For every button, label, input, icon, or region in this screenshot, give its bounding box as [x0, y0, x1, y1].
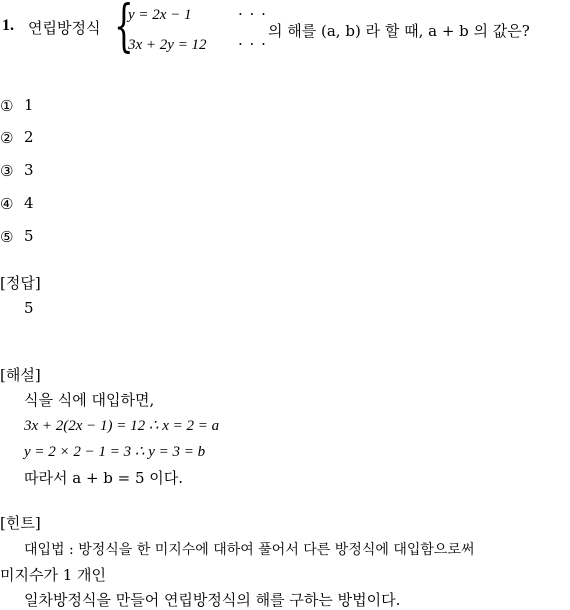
explanation-line-3: y = 2 × 2 − 1 = 3 ∴ y = 3 = b: [24, 444, 206, 460]
hint-line-2: 미지수가 1 개인: [0, 566, 107, 584]
choice-marker-2: ②: [0, 129, 14, 147]
explanation-line-1: 식을 식에 대입하면,: [24, 391, 155, 409]
explanation-line-2: 3x + 2(2x − 1) = 12 ∴ x = 2 = a: [24, 418, 220, 434]
choice-value-3: 3: [24, 161, 34, 179]
choice-value-4: 4: [24, 194, 34, 212]
choice-marker-5: ⑤: [0, 228, 14, 246]
hint-line-1: 대입법 : 방정식을 한 미지수에 대하여 풀어서 다른 방정식에 대입함으로써: [24, 542, 475, 558]
answer-heading: [정답]: [0, 274, 41, 292]
choice-marker-1: ①: [0, 97, 14, 115]
choice-marker-4: ④: [0, 195, 14, 213]
system-brace: {: [114, 0, 134, 59]
equation-2-dots: · · ·: [238, 35, 267, 53]
equation-1-dots: · · ·: [238, 5, 267, 23]
choice-value-5: 5: [24, 227, 34, 245]
equation-2: 3x + 2y = 12: [128, 37, 207, 53]
answer-value: 5: [24, 299, 34, 317]
explanation-line-4: 따라서 a + b = 5 이다.: [24, 469, 184, 487]
hint-line-3: 일차방정식을 만들어 연립방정식의 해를 구하는 방법이다.: [24, 591, 401, 609]
hint-heading: [힌트]: [0, 514, 41, 532]
question-number: 1.: [2, 17, 14, 34]
choice-value-2: 2: [24, 128, 34, 146]
equation-1: y = 2x − 1: [128, 7, 192, 23]
choice-value-1: 1: [24, 96, 34, 114]
question-prefix: 연립방정식: [28, 19, 101, 37]
explanation-heading: [해설]: [0, 366, 41, 384]
question-suffix: 의 해를 (a, b) 라 할 때, a + b 의 값은?: [268, 22, 530, 40]
choice-marker-3: ③: [0, 162, 14, 180]
